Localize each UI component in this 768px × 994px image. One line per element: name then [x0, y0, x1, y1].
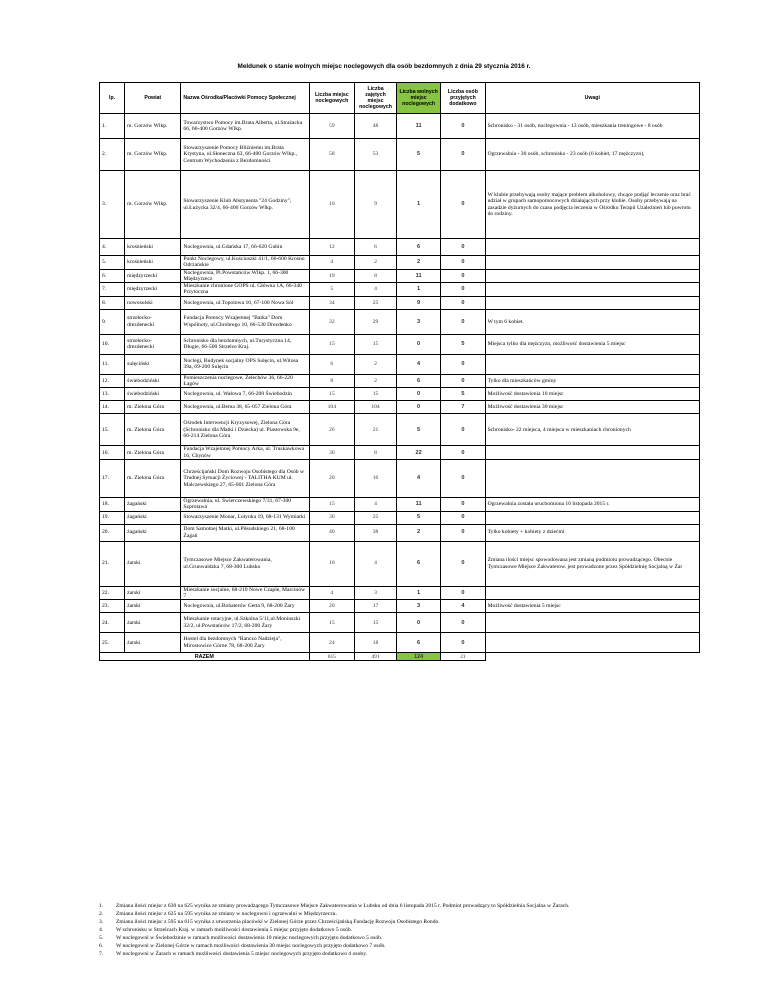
- total-empty: [485, 653, 699, 661]
- cell-nazwa: Noclegownia, ul.Bohaterów Getta 9, 68-200 Żary: [181, 600, 309, 613]
- cell-uwagi: Możliwość dostawienia 10 miejsc: [485, 388, 699, 401]
- cell-zajete: 4: [355, 283, 397, 297]
- cell-powiat: m. Gorzów Wlkp.: [125, 139, 181, 171]
- cell-zajete: 4: [355, 541, 397, 586]
- cell-dodatkowo: 0: [441, 296, 485, 309]
- cell-dodatkowo: 0: [441, 256, 485, 270]
- cell-uwagi: [485, 256, 699, 270]
- cell-nazwa: Tymczasowe Miejsce Zakwaterowania, ul.Grunwaldzka 7, 68-300 Lubsko: [181, 541, 309, 586]
- cell-miejsca: 15: [309, 497, 355, 511]
- total-zajete: 491: [355, 653, 397, 661]
- cell-nazwa: Noclegownia, ul.Gdańska 17, 66-620 Gubin: [181, 239, 309, 256]
- cell-lp: 1.: [100, 114, 125, 139]
- cell-lp: 8.: [100, 296, 125, 309]
- footnote: [99, 902, 739, 910]
- cell-uwagi: [485, 613, 699, 633]
- cell-uwagi: [485, 269, 699, 283]
- total-label: RAZEM: [100, 653, 310, 661]
- cell-dodatkowo: 0: [441, 414, 485, 446]
- cell-lp: 3.: [100, 171, 125, 239]
- cell-zajete: 8: [355, 269, 397, 283]
- cell-dodatkowo: 0: [441, 524, 485, 541]
- table-row: [100, 524, 700, 541]
- cell-wolne: 9: [396, 296, 440, 309]
- cell-nazwa: Ośrodek Interwencji Kryzysowej, Zielona Góra (Schronisko dla Matki i Dziecka) ul. Piastowska 9e, 66-214 Zielona Góra: [181, 414, 309, 446]
- cell-wolne: 11: [396, 269, 440, 283]
- cell-lp: 24.: [100, 613, 125, 633]
- cell-zajete: 38: [355, 524, 397, 541]
- cell-nazwa: Noclegownia, ul.Bema 38, 65-057 Zielona Góra: [181, 401, 309, 414]
- cell-lp: 23.: [100, 600, 125, 613]
- header-wolne: Liczba wolnych miejsc noclegowych: [396, 83, 440, 114]
- cell-uwagi: W tym 6 kobiet.: [485, 309, 699, 334]
- footnote: [99, 926, 739, 934]
- cell-powiat: żarski: [125, 586, 181, 600]
- cell-dodatkowo: 7: [441, 401, 485, 414]
- footnote-number: 2.: [99, 911, 104, 917]
- cell-zajete: 2: [355, 354, 397, 374]
- cell-wolne: 5: [396, 414, 440, 446]
- cell-zajete: 2: [355, 374, 397, 388]
- cell-zajete: 21: [355, 414, 397, 446]
- cell-lp: 5.: [100, 256, 125, 270]
- table-row: [100, 388, 700, 401]
- cell-nazwa: Mieszkanie chronione GOPS ul. Główna 1A, 66-340 Przytoczna: [181, 283, 309, 297]
- total-row: [100, 653, 700, 661]
- cell-powiat: międzyrzecki: [125, 283, 181, 297]
- cell-zajete: 9: [355, 171, 397, 239]
- cell-wolne: 1: [396, 283, 440, 297]
- cell-powiat: żagański: [125, 511, 181, 524]
- cell-dodatkowo: 0: [441, 239, 485, 256]
- cell-uwagi: [485, 354, 699, 374]
- footnote: [99, 910, 739, 918]
- footnote: [99, 918, 739, 926]
- cell-miejsca: 20: [309, 459, 355, 497]
- cell-miejsca: 15: [309, 334, 355, 354]
- cell-uwagi: [485, 459, 699, 497]
- cell-uwagi: Ogrzewalnia - 30 osób, schronisko - 23 osób (6 kobiet, 17 mężczyzn),: [485, 139, 699, 171]
- cell-zajete: 25: [355, 511, 397, 524]
- cell-dodatkowo: 0: [441, 269, 485, 283]
- cell-wolne: 4: [396, 459, 440, 497]
- cell-miejsca: 34: [309, 296, 355, 309]
- cell-nazwa: Ogrzewalnia, ul. Świerczewskiego 7/31, 67-300 Szprotawa: [181, 497, 309, 511]
- cell-lp: 13.: [100, 388, 125, 401]
- cell-nazwa: Fundacja Wzajemnej Pomocy Arka, ul. Truskawkowa 16, Chynów: [181, 446, 309, 460]
- cell-dodatkowo: 0: [441, 633, 485, 653]
- cell-wolne: 6: [396, 541, 440, 586]
- cell-nazwa: Pomieszczenia noclegowe, Żelechów 36, 66-220 Łagów: [181, 374, 309, 388]
- cell-powiat: świebodziński: [125, 374, 181, 388]
- cell-lp: 16.: [100, 446, 125, 460]
- cell-wolne: 5: [396, 139, 440, 171]
- header-lp: lp.: [100, 83, 125, 114]
- cell-dodatkowo: 0: [441, 586, 485, 600]
- cell-lp: 18.: [100, 497, 125, 511]
- cell-powiat: strzelecko-drezdenecki: [125, 309, 181, 334]
- cell-zajete: 15: [355, 388, 397, 401]
- table-row: [100, 600, 700, 613]
- footnote-text: Zmiana ilości miejsc z 595 na 615 wynika z utworzenia placówki w Zielonej Górze przez Chrześcijańską Fundację Rozwoju Osobistego Rondo.: [116, 919, 440, 925]
- table-row: [100, 334, 700, 354]
- total-wolne: 124: [396, 653, 440, 661]
- cell-dodatkowo: 0: [441, 283, 485, 297]
- cell-uwagi: [485, 239, 699, 256]
- cell-lp: 4.: [100, 239, 125, 256]
- cell-miejsca: 58: [309, 139, 355, 171]
- header-row: [100, 83, 700, 114]
- cell-dodatkowo: 4: [441, 600, 485, 613]
- cell-dodatkowo: 5: [441, 388, 485, 401]
- cell-zajete: 2: [355, 256, 397, 270]
- cell-powiat: żarski: [125, 633, 181, 653]
- cell-powiat: m. Zielona Góra: [125, 459, 181, 497]
- table-row: [100, 354, 700, 374]
- table-row: [100, 633, 700, 653]
- cell-wolne: 2: [396, 256, 440, 270]
- footnote-number: 4.: [99, 927, 104, 933]
- footnote-text: W schronisku w Strzelcach Kraj. w ramach możliwości dostawienia 5 miejsc przyjęto dodatkowo 5 osób.: [116, 927, 353, 933]
- table-row: [100, 446, 700, 460]
- cell-miejsca: 4: [309, 586, 355, 600]
- cell-zajete: 16: [355, 459, 397, 497]
- cell-uwagi: Zmiana ilości miejsc spowodowana jest zmianą podmiotu prowadzącego. Obecnie Tymczasowe Miejsce Zakwaterow. jest prowadzone przez Spółdzielnię Socjalną w Żar: [485, 541, 699, 586]
- cell-powiat: żarski: [125, 613, 181, 633]
- table-row: [100, 171, 700, 239]
- cell-wolne: 0: [396, 613, 440, 633]
- cell-uwagi: Możliwość dostawienia 30 miejsc: [485, 401, 699, 414]
- footnote: [99, 942, 739, 950]
- cell-powiat: żarski: [125, 600, 181, 613]
- cell-wolne: 1: [396, 171, 440, 239]
- cell-wolne: 3: [396, 600, 440, 613]
- table-body: [100, 114, 700, 661]
- cell-zajete: 18: [355, 633, 397, 653]
- cell-miejsca: 30: [309, 511, 355, 524]
- cell-uwagi: [485, 633, 699, 653]
- footnote-text: Zmiana ilości miejsc z 625 na 595 wynika ze zmiany w noclegowni i ogrzewalni w Międzyrzeczu.: [116, 911, 337, 917]
- cell-wolne: 2: [396, 524, 440, 541]
- cell-powiat: nowosolski: [125, 296, 181, 309]
- cell-dodatkowo: 0: [441, 309, 485, 334]
- cell-wolne: 0: [396, 334, 440, 354]
- cell-miejsca: 15: [309, 613, 355, 633]
- cell-zajete: 17: [355, 600, 397, 613]
- header-zajete: Liczba zajętych miejsc noclegowych: [355, 83, 397, 114]
- header-uwagi: Uwagi: [485, 83, 699, 114]
- cell-zajete: 53: [355, 139, 397, 171]
- cell-zajete: 48: [355, 114, 397, 139]
- cell-zajete: 104: [355, 401, 397, 414]
- cell-uwagi: [485, 296, 699, 309]
- cell-nazwa: Stowarzyszenie Monar, Lutynka 19, 68-131 Wymiarki: [181, 511, 309, 524]
- cell-wolne: 0: [396, 388, 440, 401]
- cell-powiat: żagański: [125, 524, 181, 541]
- total-miejsca: 615: [309, 653, 355, 661]
- cell-lp: 6.: [100, 269, 125, 283]
- total-dodatkowo: 21: [441, 653, 485, 661]
- cell-nazwa: Dom Samotnej Matki, ul.Piłsudskiego 21, 68-100 Żagań: [181, 524, 309, 541]
- cell-wolne: 1: [396, 586, 440, 600]
- table-row: [100, 269, 700, 283]
- cell-nazwa: Noclegownia, ul.Topolowa 10, 67-100 Nowa Sól: [181, 296, 309, 309]
- cell-zajete: 25: [355, 296, 397, 309]
- cell-nazwa: Fundacja Pomocy Wzajemnej "Barka" Dom Wspólnoty, ul.Chrobrego 10, 66-530 Drezdenko: [181, 309, 309, 334]
- table-row: [100, 414, 700, 446]
- cell-uwagi: Tylko dla mieszkańców gminy: [485, 374, 699, 388]
- footnote-text: W noclegowni w Zielonej Górze w ramach możliwości dostawienia 30 miejsc noclegowych przyjęto dodatkowo 7 osób.: [116, 943, 386, 949]
- cell-lp: 9.: [100, 309, 125, 334]
- cell-miejsca: 4: [309, 256, 355, 270]
- cell-miejsca: 26: [309, 414, 355, 446]
- cell-powiat: strzelecko-drezdenecki: [125, 334, 181, 354]
- cell-dodatkowo: 0: [441, 139, 485, 171]
- cell-lp: 19.: [100, 511, 125, 524]
- cell-dodatkowo: 0: [441, 114, 485, 139]
- header-miejsca: Liczba miejsc noclegowych: [309, 83, 355, 114]
- cell-wolne: 22: [396, 446, 440, 460]
- table-row: [100, 239, 700, 256]
- table-row: [100, 459, 700, 497]
- cell-lp: 20.: [100, 524, 125, 541]
- cell-miejsca: 12: [309, 239, 355, 256]
- cell-miejsca: 6: [309, 354, 355, 374]
- cell-wolne: 0: [396, 401, 440, 414]
- cell-powiat: krośnieński: [125, 239, 181, 256]
- cell-powiat: m. Zielona Góra: [125, 401, 181, 414]
- cell-miejsca: 24: [309, 633, 355, 653]
- cell-nazwa: Stowarzyszenie Klub Abstynenta "24 Godziny", ul.Łużycka 32/4, 66-400 Gorzów Wlkp.: [181, 171, 309, 239]
- header-dodatkowo: Liczba osób przyjętych dodatkowo: [441, 83, 485, 114]
- cell-lp: 12.: [100, 374, 125, 388]
- cell-miejsca: 40: [309, 524, 355, 541]
- cell-nazwa: Chrześcijański Dom Rozwoju Osobistego dla Osób w Trudnej Sytuacji Życiowej - TALITHA KUM ul. Malczewskiego 27, 65-001 Zielona Góra: [181, 459, 309, 497]
- cell-wolne: 4: [396, 354, 440, 374]
- footnote-number: 6.: [99, 943, 104, 949]
- cell-lp: 10.: [100, 334, 125, 354]
- cell-uwagi: [485, 446, 699, 460]
- cell-dodatkowo: 0: [441, 446, 485, 460]
- cell-dodatkowo: 0: [441, 354, 485, 374]
- cell-nazwa: Stowarzyszenie Pomocy Bliźniemu im.Brata Krystyna, ul.Słoneczna 63, 66-400 Gorzów Wlkp., Centrum Wychodzenia z Bezdomności: [181, 139, 309, 171]
- cell-zajete: 29: [355, 309, 397, 334]
- cell-uwagi: Ogrzewalnia została uruchomiona 10 listopada 2015 r.: [485, 497, 699, 511]
- cell-nazwa: Mieszkanie rotacyjne, ul.Szkolna 5/11,ul.Moniuszki 32/2, ul.Powstańców 17/2, 68-200 Żary: [181, 613, 309, 633]
- header-nazwa: Nazwa Ośrodka/Placówki Pomocy Społecznej: [181, 83, 309, 114]
- footnote-text: W noclegowni w Żarach w ramach możliwości dostawienia 5 miejsc noclegowych przyjęto dodatkowo 4 osoby.: [116, 951, 368, 957]
- cell-wolne: 3: [396, 309, 440, 334]
- cell-powiat: żarski: [125, 541, 181, 586]
- cell-zajete: 6: [355, 239, 397, 256]
- cell-wolne: 5: [396, 511, 440, 524]
- cell-zajete: 15: [355, 613, 397, 633]
- cell-powiat: sulęciński: [125, 354, 181, 374]
- cell-powiat: m. Zielona Góra: [125, 414, 181, 446]
- footnote-text: Zmiana ilości miejsc z 630 na 625 wynika ze zmiany prowadzącego Tymczasowe Miejsce Zakwaterowania w Lubsku od dnia 6 listopada 2015 r. Podmiot prowadzący to Spółdzielnia Socjalna w Żarach.: [116, 903, 570, 909]
- footnote: [99, 934, 739, 942]
- report-title: Meldunek o stanie wolnych miejsc noclegowych dla osób bezdomnych z dnia 29 stycznia 2016 r.: [237, 63, 531, 70]
- cell-nazwa: Noclegownia, ul. Wałowa 7, 66-200 Świebodzin: [181, 388, 309, 401]
- cell-dodatkowo: 0: [441, 171, 485, 239]
- cell-dodatkowo: 0: [441, 511, 485, 524]
- cell-miejsca: 5: [309, 283, 355, 297]
- shelter-table: [99, 82, 700, 661]
- cell-nazwa: Noclegi, Budynek socjalny OPS Sulęcin, ul.Witosa 39a, 69-200 Sulęcin: [181, 354, 309, 374]
- cell-miejsca: 30: [309, 446, 355, 460]
- footnote-text: W noclegowni w Świebodzinie w ramach możliwości dostawienia 10 miejsc noclegowych przyjęto dodatkowo 5 osób.: [116, 935, 383, 941]
- header-powiat: Powiat: [125, 83, 181, 114]
- cell-zajete: 3: [355, 586, 397, 600]
- cell-miejsca: 10: [309, 171, 355, 239]
- table-row: [100, 139, 700, 171]
- cell-uwagi: [485, 283, 699, 297]
- cell-uwagi: [485, 586, 699, 600]
- table-row: [100, 374, 700, 388]
- footnote-number: 5.: [99, 935, 104, 941]
- footnotes: [99, 902, 739, 958]
- cell-lp: 14.: [100, 401, 125, 414]
- table-row: [100, 296, 700, 309]
- cell-nazwa: Noclegownia, Pl.Powstańców Wlkp. 1, 66-300 Międzyrzecz: [181, 269, 309, 283]
- cell-dodatkowo: 0: [441, 541, 485, 586]
- table-row: [100, 401, 700, 414]
- cell-nazwa: Mieszkanie socjalne, 68-210 Nowe Czaple, Marcinów 7: [181, 586, 309, 600]
- cell-powiat: m. Gorzów Wlkp.: [125, 114, 181, 139]
- cell-miejsca: 10: [309, 541, 355, 586]
- cell-uwagi: Miejsca tylko dla mężczyzn, możliwość dostawienia 5 miejsc: [485, 334, 699, 354]
- cell-powiat: m. Zielona Góra: [125, 446, 181, 460]
- cell-dodatkowo: 0: [441, 497, 485, 511]
- cell-nazwa: Schronisko dla bezdomnych, ul.Turystyczna 14, Długie, 66-500 Strzelce Kraj.: [181, 334, 309, 354]
- cell-powiat: m. Gorzów Wlkp.: [125, 171, 181, 239]
- cell-miejsca: 19: [309, 269, 355, 283]
- cell-lp: 15.: [100, 414, 125, 446]
- cell-miejsca: 32: [309, 309, 355, 334]
- cell-miejsca: 59: [309, 114, 355, 139]
- footnote: [99, 950, 739, 958]
- table-row: [100, 256, 700, 270]
- cell-zajete: 4: [355, 497, 397, 511]
- cell-powiat: żagański: [125, 497, 181, 511]
- cell-zajete: 8: [355, 446, 397, 460]
- cell-uwagi: Tylko kobiety + kobiety z dziećmi: [485, 524, 699, 541]
- cell-lp: 2.: [100, 139, 125, 171]
- cell-lp: 21.: [100, 541, 125, 586]
- cell-miejsca: 20: [309, 600, 355, 613]
- cell-miejsca: 8: [309, 374, 355, 388]
- cell-dodatkowo: 5: [441, 334, 485, 354]
- cell-wolne: 11: [396, 114, 440, 139]
- cell-miejsca: 15: [309, 388, 355, 401]
- cell-lp: 11.: [100, 354, 125, 374]
- cell-dodatkowo: 0: [441, 374, 485, 388]
- table-row: [100, 309, 700, 334]
- cell-uwagi: Schronisko - 31 osób, noclegownia - 13 osób, mieszkania treningowe - 8 osób: [485, 114, 699, 139]
- footnote-number: 7.: [99, 951, 104, 957]
- cell-nazwa: Hostel dla bezdomnych "Ranczo Nadzieja", Mirostowice Górne 78, 68-200 Żary: [181, 633, 309, 653]
- cell-lp: 17.: [100, 459, 125, 497]
- table-row: [100, 497, 700, 511]
- cell-lp: 22.: [100, 586, 125, 600]
- cell-dodatkowo: 0: [441, 459, 485, 497]
- cell-uwagi: Schronisko- 22 miejsca, 4 miejsca w mieszkaniach chronionych: [485, 414, 699, 446]
- cell-lp: 25.: [100, 633, 125, 653]
- cell-powiat: świebodziński: [125, 388, 181, 401]
- cell-powiat: krośnieński: [125, 256, 181, 270]
- cell-wolne: 11: [396, 497, 440, 511]
- cell-powiat: międzyrzecki: [125, 269, 181, 283]
- cell-wolne: 6: [396, 633, 440, 653]
- table-row: [100, 613, 700, 633]
- table-row: [100, 114, 700, 139]
- footnote-number: 1.: [99, 903, 104, 909]
- cell-wolne: 6: [396, 374, 440, 388]
- cell-nazwa: Towarzystwo Pomocy im.Brata Alberta, ul.Strażacka 66, 66-400 Gorzów Wlkp.: [181, 114, 309, 139]
- cell-miejsca: 104: [309, 401, 355, 414]
- table-row: [100, 586, 700, 600]
- cell-lp: 7.: [100, 283, 125, 297]
- table-row: [100, 511, 700, 524]
- table-row: [100, 541, 700, 586]
- cell-uwagi: [485, 511, 699, 524]
- cell-nazwa: Punkt Noclegowy, ul.Kościuszki 41/1, 66-600 Krosno Odrzańskie: [181, 256, 309, 270]
- footnote-number: 3.: [99, 919, 104, 925]
- cell-zajete: 15: [355, 334, 397, 354]
- cell-dodatkowo: 0: [441, 613, 485, 633]
- cell-uwagi: Możliwość dostawienia 5 miejsc: [485, 600, 699, 613]
- table-row: [100, 283, 700, 297]
- cell-wolne: 6: [396, 239, 440, 256]
- cell-uwagi: W klubie przebywają osoby mające problem alkoholowy, chcące podjąć leczenie oraz brać udział w grupach samopomocowych działających przy klubie. Osoby przebywają na zasadzie dyżurnych do czasu podjęcia leczenia w Ośrodku Terapii Uzależnień lub powrotu do rodziny.: [485, 171, 699, 239]
